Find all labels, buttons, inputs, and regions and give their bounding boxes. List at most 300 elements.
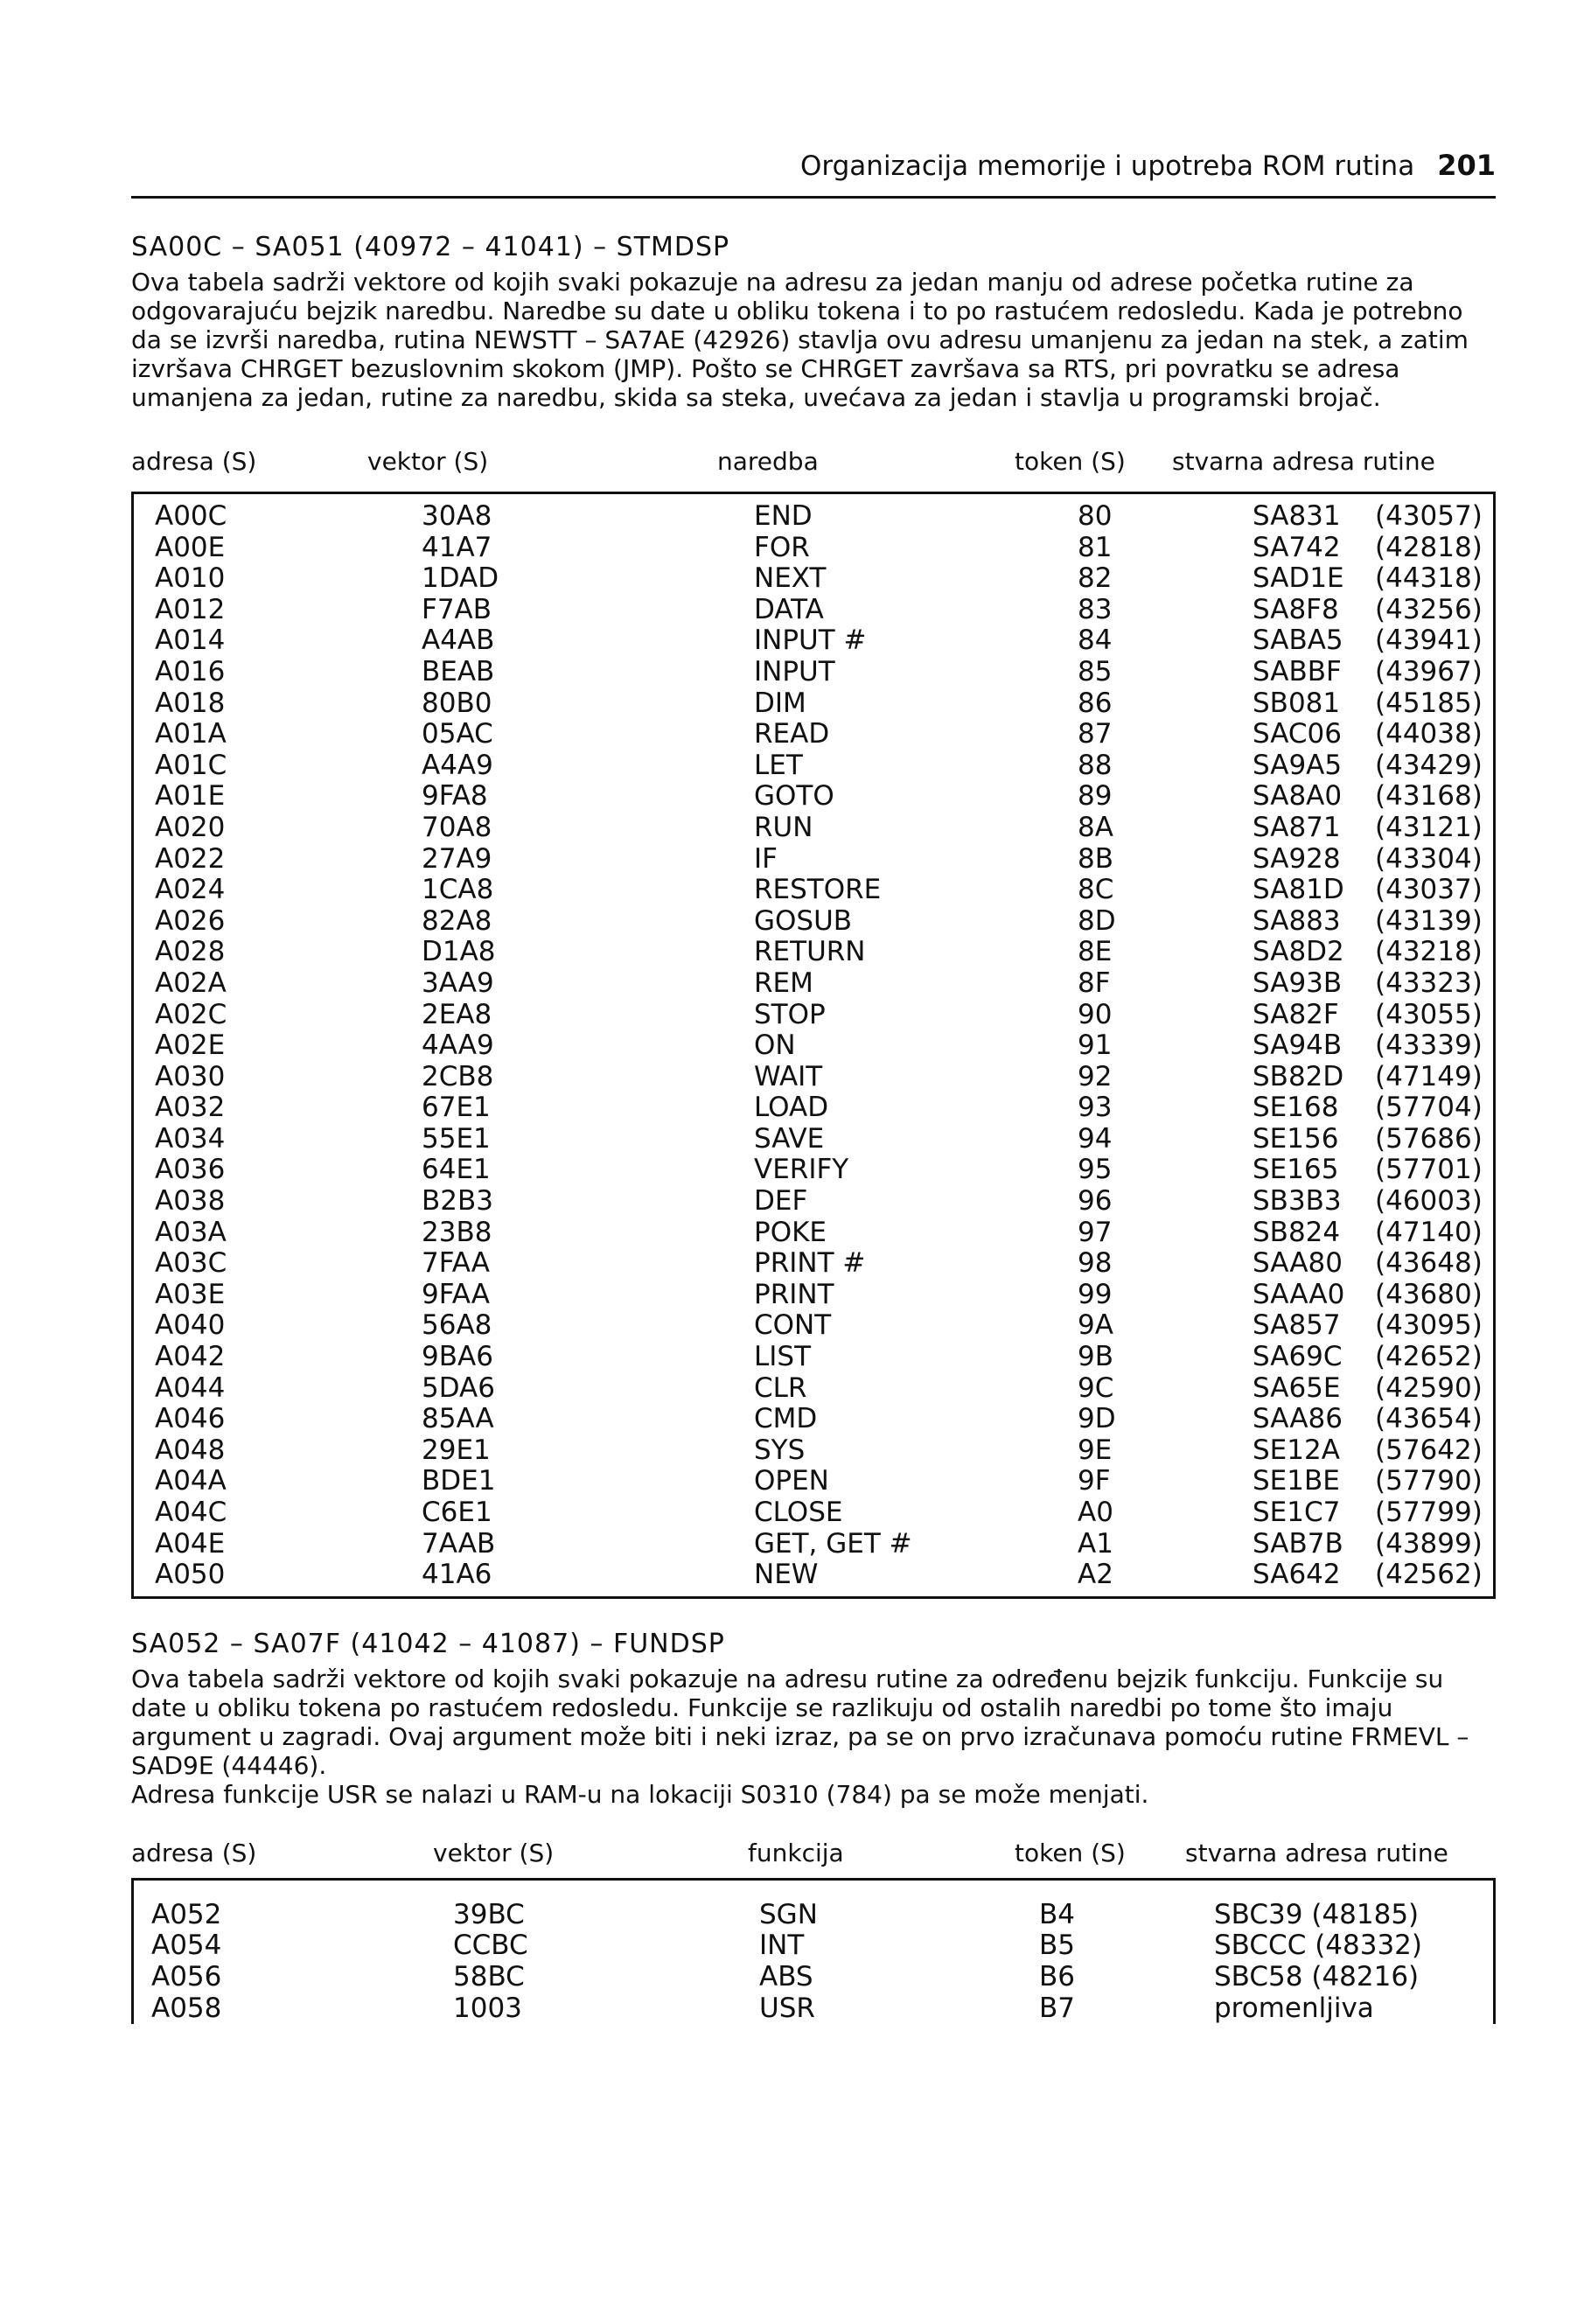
real-address-cell xyxy=(1253,1435,1495,1467)
real-address-hex: SA883 xyxy=(1253,904,1341,937)
table-row xyxy=(133,493,1495,533)
real-address-cell xyxy=(1253,968,1495,1000)
command-cell: STOP xyxy=(754,998,826,1030)
real-address-decimal: (47140) xyxy=(1375,1216,1483,1248)
real-address-hex: SE12A xyxy=(1253,1434,1340,1466)
real-address-cell xyxy=(1253,906,1495,938)
vector-cell: 64E1 xyxy=(422,1154,491,1186)
command-cell: CLR xyxy=(754,1371,807,1404)
real-address-hex: SE168 xyxy=(1253,1092,1339,1124)
real-address-decimal: (43055) xyxy=(1375,998,1483,1030)
real-address-hex: SB3B3 xyxy=(1253,1185,1342,1218)
token-cell: 98 xyxy=(1078,1247,1113,1280)
table-row xyxy=(133,719,1495,750)
command-cell: LOAD xyxy=(754,1092,829,1124)
token-cell: B6 xyxy=(1039,1960,1075,1992)
real-address-cell xyxy=(1253,1124,1495,1155)
real-address-cell xyxy=(1253,781,1495,813)
real-address-cell xyxy=(1253,1529,1495,1560)
address-cell: A044 xyxy=(155,1371,226,1404)
address-cell: A040 xyxy=(155,1309,226,1342)
table-row xyxy=(133,688,1495,720)
address-cell: A01A xyxy=(155,718,227,750)
real-address-decimal: (57799) xyxy=(1375,1497,1483,1528)
address-cell: A042 xyxy=(155,1341,226,1373)
real-address-hex: SA81D xyxy=(1253,874,1344,906)
table-row xyxy=(133,1062,1495,1093)
vector-cell: F7AB xyxy=(422,593,492,625)
real-address-hex: SE156 xyxy=(1253,1122,1339,1155)
real-address-decimal: (43057) xyxy=(1375,500,1483,532)
real-address-decimal: (43339) xyxy=(1375,1029,1483,1062)
token-cell: 96 xyxy=(1078,1185,1113,1218)
column-header-token: token (S) xyxy=(1015,1838,1126,1867)
command-cell: END xyxy=(754,500,813,532)
section-fundsp xyxy=(131,1629,1496,2024)
real-address-cell xyxy=(1253,1373,1495,1405)
table-row xyxy=(133,1342,1495,1373)
real-address-hex: SAD1E xyxy=(1253,562,1344,595)
real-address-cell xyxy=(1253,493,1495,533)
vector-cell: 82A8 xyxy=(422,904,492,937)
real-address-decimal: (43967) xyxy=(1375,655,1483,687)
running-header xyxy=(131,149,1496,199)
address-cell: A04E xyxy=(155,1527,226,1560)
table-row xyxy=(133,1404,1495,1435)
address-cell: A056 xyxy=(151,1960,222,1992)
real-address-cell xyxy=(1253,1218,1495,1249)
address-cell: A00C xyxy=(155,500,227,532)
vector-cell: 9FAA xyxy=(422,1278,490,1310)
command-cell: SAVE xyxy=(754,1122,825,1155)
real-address-cell xyxy=(1253,688,1495,720)
function-cell: USR xyxy=(759,1992,815,2024)
address-cell: A050 xyxy=(155,1559,226,1591)
real-address-decimal: (43680) xyxy=(1375,1278,1483,1310)
vector-cell: 80B0 xyxy=(422,687,492,719)
real-address-hex: SABA5 xyxy=(1253,625,1343,657)
vector-cell: D1A8 xyxy=(422,936,496,968)
real-address-hex: SB824 xyxy=(1253,1216,1341,1248)
address-cell: A046 xyxy=(155,1403,226,1435)
real-address-cell: SBC39 (48185) xyxy=(1214,1898,1420,1930)
column-header-address: adresa (S) xyxy=(131,1838,257,1867)
command-cell: RUN xyxy=(754,811,813,843)
real-address-hex: SA65E xyxy=(1253,1371,1341,1404)
real-address-hex: SA831 xyxy=(1253,500,1341,532)
address-cell: A04C xyxy=(155,1497,227,1528)
real-address-decimal: (43648) xyxy=(1375,1247,1483,1280)
vector-cell: 2CB8 xyxy=(422,1060,494,1092)
address-cell: A036 xyxy=(155,1154,226,1186)
vector-cell: 30A8 xyxy=(422,500,492,532)
address-cell: A028 xyxy=(155,936,226,968)
real-address-hex: SA9A5 xyxy=(1253,749,1343,781)
vector-cell: 1CA8 xyxy=(422,874,494,906)
token-cell: 8A xyxy=(1078,811,1113,843)
address-cell: A01E xyxy=(155,780,226,813)
vector-cell: A4AB xyxy=(422,625,495,657)
token-cell: 85 xyxy=(1078,655,1113,687)
token-cell: 86 xyxy=(1078,687,1113,719)
table-row xyxy=(133,1497,1495,1529)
real-address-cell xyxy=(1253,1280,1495,1311)
token-cell: 91 xyxy=(1078,1029,1113,1062)
vector-cell: B2B3 xyxy=(422,1185,493,1218)
vector-cell: 4AA9 xyxy=(422,1029,494,1062)
real-address-cell xyxy=(1253,750,1495,782)
column-header-command: naredba xyxy=(717,447,819,476)
vector-cell: 58BC xyxy=(453,1960,525,1992)
token-cell: 81 xyxy=(1078,531,1113,563)
real-address-decimal: (57790) xyxy=(1375,1465,1483,1497)
address-cell: A02E xyxy=(155,1029,226,1062)
token-cell: 92 xyxy=(1078,1060,1113,1092)
address-cell: A03C xyxy=(155,1247,227,1280)
real-address-decimal: (43139) xyxy=(1375,904,1483,937)
table-row xyxy=(133,1030,1495,1062)
real-address-hex: SA857 xyxy=(1253,1309,1341,1342)
command-cell: DIM xyxy=(754,687,806,719)
vector-cell: 85AA xyxy=(422,1403,494,1435)
function-cell: SGN xyxy=(759,1898,818,1930)
real-address-decimal: (43168) xyxy=(1375,780,1483,813)
command-cell: GOSUB xyxy=(754,904,853,937)
vector-cell: 55E1 xyxy=(422,1122,491,1155)
column-header-address: adresa (S) xyxy=(131,447,257,476)
table-row xyxy=(133,875,1495,906)
column-header-real-address: stvarna adresa rutine xyxy=(1172,447,1435,476)
running-title: Organizacija memorije i upotreba ROM rutina xyxy=(800,150,1415,182)
address-cell: A02A xyxy=(155,967,227,999)
command-cell: GOTO xyxy=(754,780,834,813)
real-address-decimal: (44038) xyxy=(1375,718,1483,750)
table-row xyxy=(133,1879,1495,1930)
real-address-hex: SAA80 xyxy=(1253,1247,1343,1280)
table-row xyxy=(133,1373,1495,1405)
section-stmdsp xyxy=(131,232,1496,1599)
address-cell: A030 xyxy=(155,1060,226,1092)
real-address-hex: SA742 xyxy=(1253,531,1341,563)
token-cell: 8D xyxy=(1078,904,1116,937)
table-row xyxy=(133,1280,1495,1311)
token-cell: A2 xyxy=(1078,1559,1113,1591)
vector-cell: 05AC xyxy=(422,718,493,750)
real-address-hex: SA928 xyxy=(1253,842,1341,875)
table-row xyxy=(133,906,1495,938)
address-cell: A010 xyxy=(155,562,226,595)
vector-cell: 7AAB xyxy=(422,1527,496,1560)
vector-cell: 56A8 xyxy=(422,1309,492,1342)
table-row xyxy=(133,750,1495,782)
real-address-decimal: (43323) xyxy=(1375,967,1483,999)
address-cell: A034 xyxy=(155,1122,226,1155)
section-paragraph: Ova tabela sadrži vektore od kojih svaki pokazuje na adresu za jedan manju od adrese početka rutine za odgovarajuću bejzik naredbu. Naredbe su date u obliku tokena i to po rastućem redosledu. Kada je potrebno da se izvrši naredba, rutina NEWSTT – SA7AE (42926) stavlja ovu adresu umanjenu za jedan na stek, a zatim izvršava CHRGET bezuslovnim skokom (JMP). Pošto se CHRGET završava sa RTS, pri povratku se adresa umanjena za jedan, rutine za naredbu, skida sa steka, uvećava za jedan i stavlja u programski brojač. xyxy=(131,268,1469,412)
token-cell: 9B xyxy=(1078,1341,1113,1373)
table-row xyxy=(133,1310,1495,1342)
token-cell: A0 xyxy=(1078,1497,1113,1528)
table-row xyxy=(133,1962,1495,1993)
address-cell: A022 xyxy=(155,842,226,875)
address-cell: A03A xyxy=(155,1216,227,1248)
address-cell: A03E xyxy=(155,1278,226,1310)
section-paragraph: Ova tabela sadrži vektore od kojih svaki pokazuje na adresu rutine za određenu bejzik funkciju. Funkcije su date u obliku tokena po rastućem redosledu. Funkcije se razlikuju od ostalih naredbi po tome što imaju argument u zagradi. Ovaj argument može biti i neki izraz, pa se on prvo izračunava pomoću rutine FRMEVL – SAD9E (44446). xyxy=(131,1664,1469,1780)
address-cell: A02C xyxy=(155,998,227,1030)
real-address-hex: SA93B xyxy=(1253,967,1343,999)
real-address-cell xyxy=(1253,1186,1495,1218)
token-cell: 88 xyxy=(1078,749,1113,781)
vector-cell: 29E1 xyxy=(422,1434,491,1466)
real-address-cell xyxy=(1253,1000,1495,1031)
real-address-cell xyxy=(1253,937,1495,968)
token-cell: 95 xyxy=(1078,1154,1113,1186)
token-cell: 82 xyxy=(1078,562,1113,595)
real-address-decimal: (43899) xyxy=(1375,1527,1483,1560)
section-title: SA052 – SA07F (41042 – 41087) – FUNDSP xyxy=(131,1628,725,1659)
real-address-decimal: (57642) xyxy=(1375,1434,1483,1466)
real-address-cell xyxy=(1253,1155,1495,1186)
column-header-token: token (S) xyxy=(1015,447,1126,476)
address-cell: A024 xyxy=(155,874,226,906)
real-address-decimal: (47149) xyxy=(1375,1060,1483,1092)
real-address-decimal: (42652) xyxy=(1375,1341,1483,1373)
token-cell: 94 xyxy=(1078,1122,1113,1155)
real-address-cell xyxy=(1253,1248,1495,1280)
address-cell: A014 xyxy=(155,625,226,657)
token-cell: B5 xyxy=(1039,1930,1075,1962)
address-cell: A058 xyxy=(151,1992,222,2024)
vector-cell: 1DAD xyxy=(422,562,499,595)
table-row xyxy=(133,813,1495,844)
token-cell: A1 xyxy=(1078,1527,1113,1560)
real-address-hex: SA8A0 xyxy=(1253,780,1343,813)
command-cell: FOR xyxy=(754,531,810,563)
token-cell: 9C xyxy=(1078,1371,1114,1404)
address-cell: A012 xyxy=(155,593,226,625)
command-cell: RETURN xyxy=(754,936,866,968)
vector-cell: 1003 xyxy=(453,1992,522,2024)
command-cell: INPUT xyxy=(754,655,835,687)
command-cell: NEXT xyxy=(754,562,827,595)
command-cell: NEW xyxy=(754,1559,819,1591)
real-address-decimal: (43941) xyxy=(1375,625,1483,657)
column-header-vector: vektor (S) xyxy=(367,447,489,476)
real-address-decimal: (57686) xyxy=(1375,1122,1483,1155)
real-address-cell xyxy=(1253,1560,1495,1597)
real-address-hex: SA82F xyxy=(1253,998,1339,1030)
real-address-hex: SA69C xyxy=(1253,1341,1343,1373)
token-cell: 8F xyxy=(1078,967,1111,999)
real-address-hex: SABBF xyxy=(1253,655,1342,687)
real-address-cell xyxy=(1253,595,1495,626)
real-address-decimal: (43218) xyxy=(1375,936,1483,968)
vector-cell: 27A9 xyxy=(422,842,492,875)
command-cell: PRINT xyxy=(754,1278,834,1310)
real-address-cell: promenljiva xyxy=(1214,1992,1374,2024)
real-address-decimal: (43121) xyxy=(1375,811,1483,843)
table-row xyxy=(133,1218,1495,1249)
real-address-decimal: (43654) xyxy=(1375,1403,1483,1435)
real-address-decimal: (57704) xyxy=(1375,1092,1483,1124)
book-page xyxy=(131,149,1496,2024)
token-cell: 89 xyxy=(1078,780,1113,813)
real-address-cell xyxy=(1253,563,1495,595)
real-address-hex: SAC06 xyxy=(1253,718,1343,750)
command-cell: LIST xyxy=(754,1341,812,1373)
token-cell: 8C xyxy=(1078,874,1114,906)
token-cell: 99 xyxy=(1078,1278,1113,1310)
command-cell: LET xyxy=(754,749,803,781)
command-cell: DATA xyxy=(754,593,824,625)
table-row xyxy=(133,595,1495,626)
table-row xyxy=(133,625,1495,657)
vector-cell: CCBC xyxy=(453,1930,528,1962)
real-address-hex: SA642 xyxy=(1253,1559,1341,1591)
address-cell: A048 xyxy=(155,1434,226,1466)
table-row xyxy=(133,1186,1495,1218)
token-cell: 8E xyxy=(1078,936,1113,968)
command-cell: PRINT # xyxy=(754,1247,866,1280)
token-cell: 93 xyxy=(1078,1092,1113,1124)
table-row xyxy=(133,1092,1495,1124)
command-cell: CMD xyxy=(754,1403,818,1435)
table-row xyxy=(133,1248,1495,1280)
column-header-real-address: stvarna adresa rutine xyxy=(1185,1838,1448,1867)
real-address-cell xyxy=(1253,719,1495,750)
real-address-cell xyxy=(1253,875,1495,906)
table-row xyxy=(133,563,1495,595)
real-address-cell xyxy=(1253,657,1495,688)
real-address-decimal: (45185) xyxy=(1375,687,1483,719)
command-cell: WAIT xyxy=(754,1060,823,1092)
real-address-decimal: (43095) xyxy=(1375,1309,1483,1342)
table-row xyxy=(133,1435,1495,1467)
command-cell: VERIFY xyxy=(754,1154,849,1186)
token-cell: 84 xyxy=(1078,625,1113,657)
table-column-headers xyxy=(131,1839,1496,1867)
real-address-cell: SBCCC (48332) xyxy=(1214,1930,1422,1962)
address-cell: A04A xyxy=(155,1465,227,1497)
vector-cell: 41A7 xyxy=(422,531,492,563)
real-address-decimal: (43256) xyxy=(1375,593,1483,625)
command-cell: ON xyxy=(754,1029,796,1062)
real-address-cell xyxy=(1253,1092,1495,1124)
table-row xyxy=(133,1993,1495,2025)
address-cell: A026 xyxy=(155,904,226,937)
token-cell: 83 xyxy=(1078,593,1113,625)
real-address-hex: SE1C7 xyxy=(1253,1497,1341,1528)
token-cell: B7 xyxy=(1039,1992,1075,2024)
real-address-decimal: (42590) xyxy=(1375,1371,1483,1404)
token-cell: 97 xyxy=(1078,1216,1113,1248)
vector-cell: 9BA6 xyxy=(422,1341,493,1373)
real-address-decimal: (46003) xyxy=(1375,1185,1483,1218)
command-cell: GET, GET # xyxy=(754,1527,912,1560)
vector-cell: BEAB xyxy=(422,655,495,687)
real-address-hex: SAAA0 xyxy=(1253,1278,1345,1310)
command-cell: READ xyxy=(754,718,830,750)
table-row xyxy=(133,844,1495,876)
column-header-vector: vektor (S) xyxy=(433,1838,555,1867)
address-cell: A032 xyxy=(155,1092,226,1124)
vector-cell: 67E1 xyxy=(422,1092,491,1124)
token-cell: 9A xyxy=(1078,1309,1113,1342)
table-row xyxy=(133,1466,1495,1497)
section-title: SA00C – SA051 (40972 – 41041) – STMDSP xyxy=(131,232,730,262)
real-address-cell xyxy=(1253,625,1495,657)
table-row xyxy=(133,1155,1495,1186)
section-paragraph-usr: Adresa funkcije USR se nalazi u RAM-u na lokaciji S0310 (784) pa se može menjati. xyxy=(131,1779,1149,1809)
real-address-hex: SAB7B xyxy=(1253,1527,1343,1560)
token-cell: B4 xyxy=(1039,1898,1075,1930)
real-address-decimal: (44318) xyxy=(1375,562,1483,595)
token-cell: 90 xyxy=(1078,998,1113,1030)
vector-cell: 70A8 xyxy=(422,811,492,843)
real-address-decimal: (43304) xyxy=(1375,842,1483,875)
command-cell: REM xyxy=(754,967,813,999)
command-cell: POKE xyxy=(754,1216,827,1248)
vector-cell: 3AA9 xyxy=(422,967,494,999)
token-cell: 87 xyxy=(1078,718,1113,750)
command-cell: INPUT # xyxy=(754,625,867,657)
vector-cell: 23B8 xyxy=(422,1216,492,1248)
vector-cell: 39BC xyxy=(453,1898,525,1930)
real-address-cell xyxy=(1253,1030,1495,1062)
real-address-hex: SB82D xyxy=(1253,1060,1344,1092)
real-address-hex: SA94B xyxy=(1253,1029,1343,1062)
table-row xyxy=(133,1124,1495,1155)
address-cell: A054 xyxy=(151,1930,222,1962)
address-cell: A038 xyxy=(155,1185,226,1218)
real-address-cell: SBC58 (48216) xyxy=(1214,1960,1420,1992)
real-address-hex: SA8D2 xyxy=(1253,936,1344,968)
table-row xyxy=(133,533,1495,564)
real-address-cell xyxy=(1253,1342,1495,1373)
real-address-cell xyxy=(1253,1062,1495,1093)
command-cell: RESTORE xyxy=(754,874,882,906)
vector-cell: C6E1 xyxy=(422,1497,492,1528)
real-address-cell xyxy=(1253,1466,1495,1497)
real-address-cell xyxy=(1253,844,1495,876)
command-cell: SYS xyxy=(754,1434,806,1466)
token-cell: 8B xyxy=(1078,842,1113,875)
page-number: 201 xyxy=(1437,149,1496,182)
real-address-decimal: (42818) xyxy=(1375,531,1483,563)
vector-cell: 9FA8 xyxy=(422,780,488,813)
real-address-hex: SAA86 xyxy=(1253,1403,1343,1435)
table-row xyxy=(133,1529,1495,1560)
vector-cell: 41A6 xyxy=(422,1559,492,1591)
token-cell: 9F xyxy=(1078,1465,1111,1497)
table-row xyxy=(133,968,1495,1000)
command-cell: IF xyxy=(754,842,778,875)
function-vector-table xyxy=(131,1878,1496,2024)
real-address-cell xyxy=(1253,813,1495,844)
real-address-hex: SA871 xyxy=(1253,811,1341,843)
real-address-cell xyxy=(1253,1310,1495,1342)
real-address-decimal: (42562) xyxy=(1375,1559,1483,1591)
table-column-headers xyxy=(131,447,1496,476)
real-address-hex: SE165 xyxy=(1253,1154,1339,1186)
vector-cell: 2EA8 xyxy=(422,998,492,1030)
command-cell: CLOSE xyxy=(754,1497,843,1528)
real-address-cell xyxy=(1253,533,1495,564)
address-cell: A016 xyxy=(155,655,226,687)
token-cell: 9E xyxy=(1078,1434,1113,1466)
table-row xyxy=(133,1560,1495,1597)
function-cell: ABS xyxy=(759,1960,813,1992)
real-address-decimal: (43037) xyxy=(1375,874,1483,906)
